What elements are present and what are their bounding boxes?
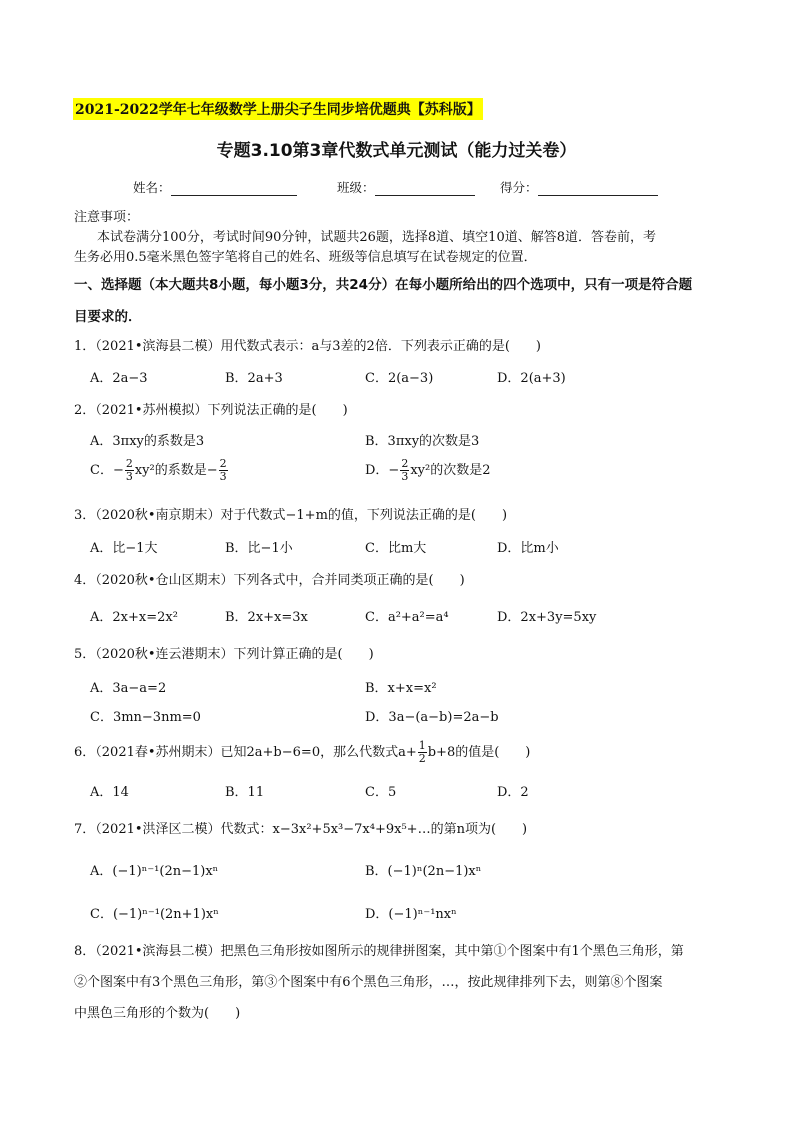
q6-option-d[interactable]: D．2 <box>497 785 529 800</box>
q6-denominator: 2 <box>418 752 426 765</box>
score-field <box>500 178 658 196</box>
q6-fraction <box>418 740 427 765</box>
q6-stem-post: b+8的值是( ) <box>427 745 531 760</box>
section-heading-line-1: 一、选择题（本大题共8小题，每小题3分，共24分）在每小题所给出的四个选项中，只有一项是符合题 <box>74 277 693 293</box>
notes-heading: 注意事项： <box>74 210 140 225</box>
q7-option-c[interactable]: C．(−1)ⁿ⁻¹(2n+1)xⁿ <box>90 907 219 922</box>
q1-option-a[interactable]: A．2a−3 <box>90 371 148 386</box>
q2-d-prefix: D．− <box>365 463 400 478</box>
q5-option-d[interactable]: D．3a−(a−b)=2a−b <box>365 710 499 725</box>
q2-c-middle: xy²的系数是− <box>134 463 218 478</box>
q6-numerator: 1 <box>418 739 426 752</box>
q6-stem <box>74 740 530 765</box>
notes-line-1: 本试卷满分100分，考试时间90分钟，试题共26题，选择8道、填空10道、解答8道．答卷前，考 <box>97 230 656 245</box>
q1-option-c[interactable]: C．2(a−3) <box>365 371 434 386</box>
q4-stem: 4．（2020秋•仓山区期末）下列各式中，合并同类项正确的是( ) <box>74 573 465 588</box>
q2-option-d[interactable] <box>365 458 491 483</box>
q2-c-denominator: 3 <box>125 470 133 483</box>
q8-line-2: ②个图案中有3个黑色三角形，第③个图案中有6个黑色三角形，…，按此规律排列下去，则第⑧个图案 <box>74 975 663 990</box>
q8-line-1: 8．（2021•滨海县二模）把黑色三角形按如图所示的规律拼图案，其中第①个图案中有1个黑色三角形，第 <box>74 944 684 959</box>
class-blank[interactable] <box>375 181 475 196</box>
section-heading-line-2: 目要求的． <box>74 309 142 325</box>
q4-option-d[interactable]: D．2x+3y=5xy <box>497 610 597 625</box>
q5-stem: 5．（2020秋•连云港期末）下列计算正确的是( ) <box>74 647 374 662</box>
q2-option-c[interactable] <box>90 458 229 483</box>
q2-option-b[interactable]: B．3πxy的次数是3 <box>365 434 480 449</box>
q3-option-a[interactable]: A．比−1大 <box>90 541 158 556</box>
q2-d-numerator: 2 <box>401 457 409 470</box>
q2-d-denominator: 3 <box>401 470 409 483</box>
series-banner: 2021-2022学年七年级数学上册尖子生同步培优题典【苏科版】 <box>73 98 483 120</box>
q4-option-b[interactable]: B．2x+x=3x <box>225 610 308 625</box>
q4-option-a[interactable]: A．2x+x=2x² <box>90 610 178 625</box>
q7-option-a[interactable]: A．(−1)ⁿ⁻¹(2n−1)xⁿ <box>90 864 219 879</box>
q2-option-a[interactable]: A．3πxy的系数是3 <box>90 434 205 449</box>
page-title: 专题3.10第3章代数式单元测试（能力过关卷） <box>216 141 577 161</box>
q4-option-c[interactable]: C．a²+a²=a⁴ <box>365 610 449 625</box>
q7-option-d[interactable]: D．(−1)ⁿ⁻¹nxⁿ <box>365 907 457 922</box>
q2-c-numerator: 2 <box>125 457 133 470</box>
q3-option-c[interactable]: C．比m大 <box>365 541 427 556</box>
q8-line-3: 中黑色三角形的个数为( ) <box>74 1006 241 1021</box>
q7-stem: 7．（2021•洪泽区二模）代数式：x−3x²+5x³−7x⁴+9x⁵+…的第n项为( ) <box>74 822 528 837</box>
q7-option-b[interactable]: B．(−1)ⁿ(2n−1)xⁿ <box>365 864 482 879</box>
q2-c-prefix: C．− <box>90 463 124 478</box>
q3-option-d[interactable]: D．比m小 <box>497 541 559 556</box>
q5-option-c[interactable]: C．3mn−3nm=0 <box>90 710 201 725</box>
q6-stem-pre: 6．（2021春•苏州期末）已知2a+b−6=0，那么代数式a+ <box>74 745 417 760</box>
q3-option-b[interactable]: B．比−1小 <box>225 541 293 556</box>
q3-stem: 3．（2020秋•南京期末）对于代数式−1+m的值，下列说法正确的是( ) <box>74 508 508 523</box>
q2-c-fraction-2 <box>219 458 228 483</box>
class-field <box>337 178 475 196</box>
q1-option-d[interactable]: D．2(a+3) <box>497 371 566 386</box>
q6-option-b[interactable]: B．11 <box>225 785 265 800</box>
q2-c-numerator-2: 2 <box>219 457 227 470</box>
q2-c-fraction <box>125 458 134 483</box>
score-label: 得分： <box>500 180 538 195</box>
q6-option-c[interactable]: C．5 <box>365 785 397 800</box>
q1-stem: 1．（2021•滨海县二模）用代数式表示：a与3差的2倍．下列表示正确的是( ) <box>74 339 541 354</box>
name-label: 姓名： <box>133 180 171 195</box>
q2-stem: 2．（2021•苏州模拟）下列说法正确的是( ) <box>74 403 348 418</box>
q2-c-denominator-2: 3 <box>219 470 227 483</box>
q6-option-a[interactable]: A．14 <box>90 785 129 800</box>
q2-d-post: xy²的次数是2 <box>410 463 491 478</box>
class-label: 班级： <box>337 180 375 195</box>
name-field <box>133 178 297 196</box>
name-blank[interactable] <box>171 181 297 196</box>
q5-option-a[interactable]: A．3a−a=2 <box>90 681 167 696</box>
score-blank[interactable] <box>538 181 658 196</box>
q5-option-b[interactable]: B．x+x=x² <box>365 681 437 696</box>
q1-option-b[interactable]: B．2a+3 <box>225 371 283 386</box>
q2-d-fraction <box>400 458 409 483</box>
notes-line-2: 生务必用0.5毫米黑色签字笔将自己的姓名、班级等信息填写在试卷规定的位置． <box>74 250 537 265</box>
